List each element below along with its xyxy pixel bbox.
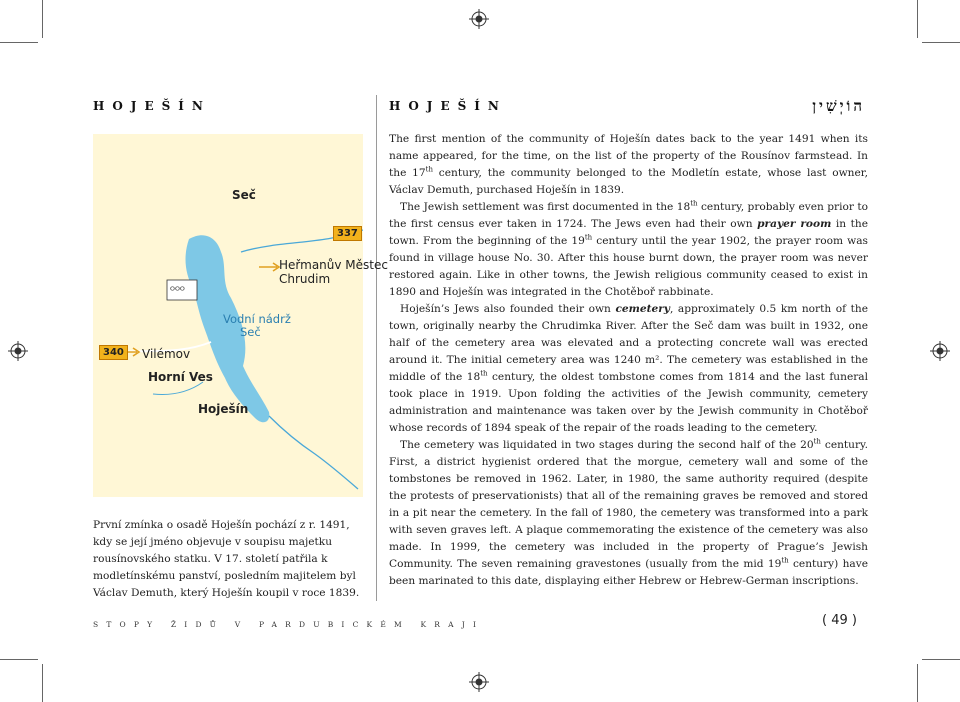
map-label-vodni-nadrz: Vodní nádrž: [223, 312, 291, 326]
map-label-vilemov: Vilémov: [142, 347, 191, 361]
crop-mark: [922, 42, 960, 43]
crop-mark: [917, 664, 918, 702]
paragraph-1: The first mention of the community of Hoješín dates back to the year 1491 when its name appeared, for the time, on the list of the property of the Rousínov farmstead. In the 17th century, the community belonged to the Modletín estate, whose last owner, Václav Demuth, purchased Hoješín in 1839.: [389, 133, 869, 196]
registration-mark-icon: [8, 341, 28, 361]
paragraph-4: The cemetery was liquidated in two stages during the second half of the 20th century. First, a district hygienist ordered that the morgue, cemetery wall and some of the tombstones be removed in 1962. Later, in 1980, the same authority required (despite the protests of preservationists) that all of the remaining graves be removed and stored in a pit near the cemetery. In the fall of 1980, the cemetery was transformed into a park with seven graves left. A plaque commemorating the existence of the cemetery was also made. In 1999, the cemetery was included in the property of Prague’s Jewish Community. The seven remaining gravestones (usually from the mid 19th century) have been marinated to this date, displaying either Hebrew or Hebrew-German inscriptions.: [389, 437, 869, 587]
map-label-sec: Seč: [232, 188, 256, 202]
paragraph-3: Hoješín’s Jews also founded their own cemetery, approximately 0.5 km north of the town, originally nearby the Chrudimka River. After the Seč dam was built in 1932, one half of the cemetery area was elevated and a protecting concrete wall was erected around it. The initial cemetery area was 1240 m². The cemetery was established in the middle of the 18th century, the oldest tombstone comes from 1814 and the last funeral took place in 1919. Upon folding the activities of the Jewish community, cemetery administration and maintenance was taken over by the Jewish community in Chotěboř whose records of 1894 speak of the repair of the roads leading to the cemetery.: [389, 303, 868, 434]
map-label-hermanuv: Heřmanův Městec: [279, 258, 388, 272]
page-number: ( 49 ): [822, 613, 857, 628]
map-label-hojesin: Hoješín: [198, 402, 249, 416]
header-hebrew: הוֹיְשִׁין: [812, 97, 865, 115]
road-sign-337: 337: [333, 226, 362, 241]
crop-mark: [0, 659, 38, 660]
map-label-chrudim: Chrudim: [279, 272, 331, 286]
map-label-vodni-sec: Seč: [240, 325, 261, 339]
paragraph-2: The Jewish settlement was first documented in the 18th century, probably even prior to the first census ever taken in 1724. The Jews even had their own prayer room in the town. From the beginning of the 19th century until the year 1902, the prayer room was found in village house No. 30. After this house burnt down, the prayer room was never restored again. Like in other towns, the Jewish religious community ceased to exist in 1890 and Hoješín was integrated in the Chotěboř rabbinate.: [389, 199, 868, 298]
crop-mark: [0, 42, 38, 43]
body-text: [389, 131, 868, 590]
map: [93, 134, 388, 497]
column-divider: [376, 95, 377, 601]
map-label-horni-ves: Horní Ves: [148, 370, 213, 384]
arrow-east: [259, 263, 279, 271]
header-right: HOJEŠÍN: [389, 99, 507, 113]
czech-caption: První zmínka o osadě Hoješín pochází z r. 1491, kdy se její jméno objevuje v soupisu majetku rousínovského statku. V 17. století patřila k modletínskému panství, posledním majitelem byl Václav Demuth, který Hoješín koupil v roce 1839.: [93, 519, 360, 599]
crop-mark: [42, 664, 43, 702]
crop-mark: [922, 659, 960, 660]
crop-mark: [917, 0, 918, 38]
crop-mark: [42, 0, 43, 38]
river-lower: [269, 416, 358, 489]
road-sign-340: 340: [99, 345, 128, 360]
header-left: HOJEŠÍN: [93, 99, 211, 113]
registration-mark-icon: [469, 672, 489, 692]
registration-mark-icon: [930, 341, 950, 361]
footer-title: STOPY ŽIDŮ V PARDUBICKÉM KRAJI: [93, 620, 485, 629]
cemetery-glyph: ᴼᴼᴼ: [170, 286, 185, 297]
registration-mark-icon: [469, 9, 489, 29]
